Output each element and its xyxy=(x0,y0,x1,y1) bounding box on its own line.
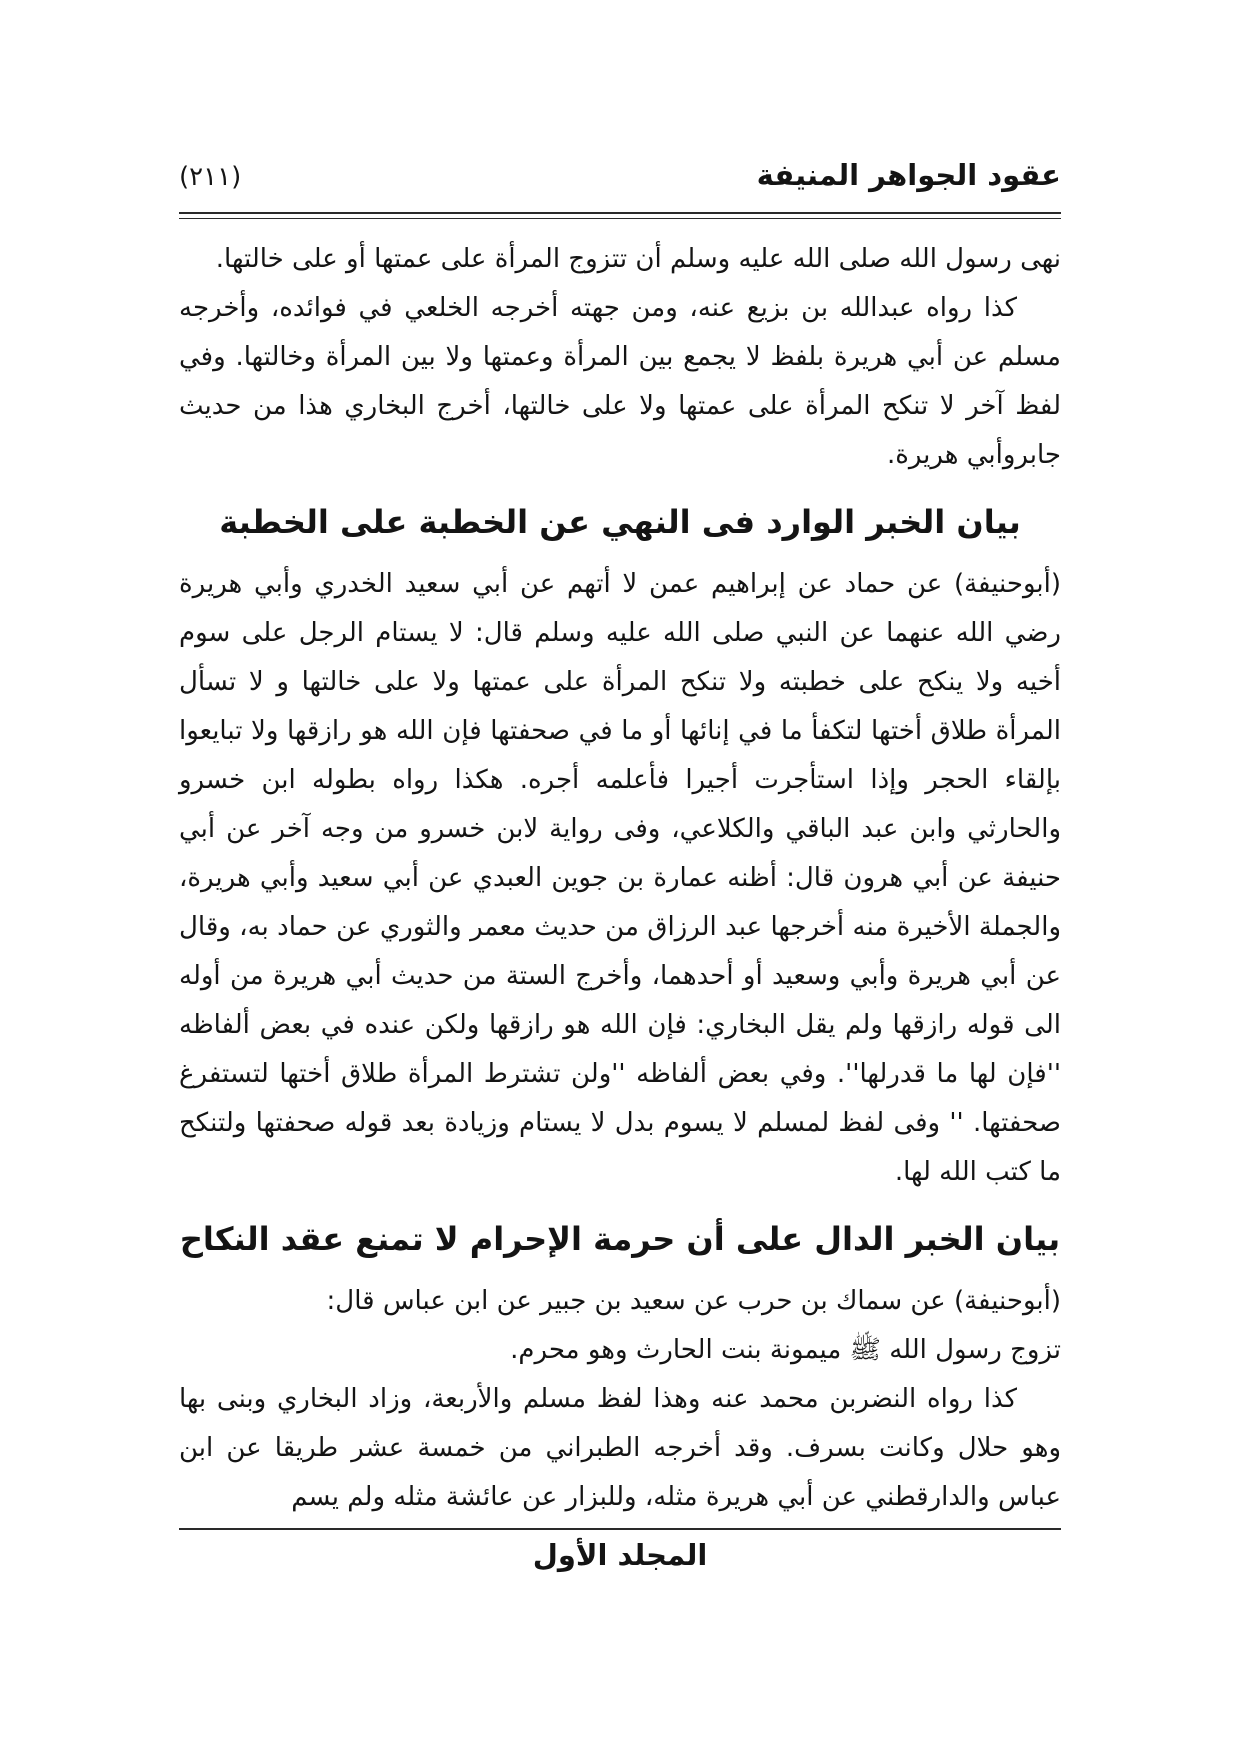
page-body xyxy=(179,235,1061,1522)
paragraph-hadith-khutbah: (أبوحنيفة) عن حماد عن إبراهيم عمن لا أتهم عن أبي سعيد الخدري وأبي هريرة رضي الله عنهما عن النبي صلى الله عليه وسلم قال: لا يستام الرجل على سوم أخيه ولا ينكح على خطبته ولا تنكح المرأة على عمتها ولا على خالتها و لا تسأل المرأة طلاق أختها لتكفأ ما في إنائها أو ما في صحفتها فإن الله هو رازقها ولا تبايعوا بإلقاء الحجر وإذا استأجرت أجيرا فأعلمه أجره. هكذا رواه بطوله ابن خسرو والحارثي وابن عبد الباقي والكلاعي، وفى رواية لابن خسرو من وجه آخر عن أبي حنيفة عن أبي هرون قال: أظنه عمارة بن جوين العبدي عن أبي سعيد وأبي هريرة، والجملة الأخيرة منه أخرجها عبد الرزاق من حديث معمر والثوري عن حماد به، وقال عن أبي هريرة وأبي وسعيد أو أحدهما، وأخرج الستة من حديث أبي هريرة من أوله الى قوله رازقها ولم يقل البخاري: فإن الله هو رازقها ولكن عنده في بعض ألفاظه ''فإن لها ما قدرلها''. وفي بعض ألفاظه ''ولن تشترط المرأة طلاق أختها لتستفرغ صحفتها. '' وفى لفظ لمسلم لا يسوم بدل لا يستام وزيادة بعد قوله صحفتها ولتنكح ما كتب الله لها. xyxy=(179,569,1061,1187)
page-number: (٢١١) xyxy=(179,162,242,192)
page-header xyxy=(179,158,1061,192)
paragraph-hadith-continuation: نهى رسول الله صلى الله عليه وسلم أن تتزوج المرأة على عمتها أو على خالتها. xyxy=(215,244,1061,274)
section-heading-ihram: بيان الخبر الدال على أن حرمة الإحرام لا تمنع عقد النكاح xyxy=(179,1220,1061,1258)
paragraph-isnad-ihram: (أبوحنيفة) عن سماك بن حرب عن سعيد بن جبير عن ابن عباس قال: xyxy=(326,1286,1061,1316)
volume-label: المجلد الأول xyxy=(532,1538,708,1572)
paragraph-takhrij-first: كذا رواه عبدالله بن بزيع عنه، ومن جهته أخرجه الخلعي في فوائده، وأخرجه مسلم عن أبي هريرة بلفظ لا يجمع بين المرأة وعمتها ولا بين المرأة وخالتها. وفي لفظ آخر لا تنكح المرأة على عمتها ولا على خالتها، أخرج البخاري هذا من حديث جابروأبي هريرة. xyxy=(179,293,1061,470)
paragraph-takhrij-ihram: كذا رواه النضربن محمد عنه وهذا لفظ مسلم والأربعة، وزاد البخاري وبنى بها وهو حلال وكانت بسرف. وقد أخرجه الطبراني من خمسة عشر طريقا عن ابن عباس والدارقطني عن أبي هريرة مثله، وللبزار عن عائشة مثله ولم يسم xyxy=(179,1384,1061,1512)
book-title: عقود الجواهر المنيفة xyxy=(756,158,1061,192)
section-heading-khutbah: بيان الخبر الوارد فى النهي عن الخطبة على الخطبة xyxy=(219,503,1021,541)
paragraph-matn-ihram: تزوج رسول الله ﷺ ميمونة بنت الحارث وهو محرم. xyxy=(510,1335,1061,1365)
footer-divider xyxy=(179,1528,1061,1530)
header-divider xyxy=(179,212,1061,219)
